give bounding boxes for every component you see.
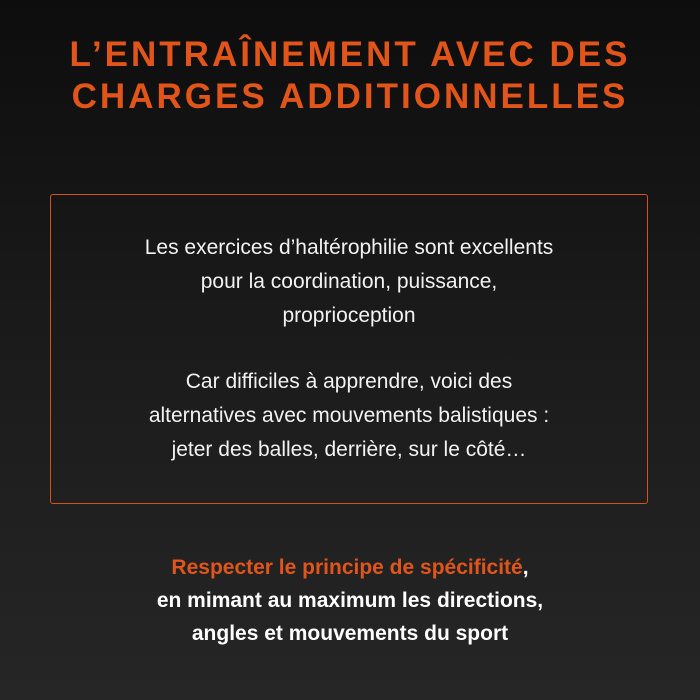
box-paragraph-line: Car difficiles à apprendre, voici des xyxy=(185,370,513,393)
conclusion-highlight-suffix: , xyxy=(522,556,529,579)
conclusion-line-3: angles et mouvements du sport xyxy=(191,622,509,645)
box-paragraph-line: jeter des balles, derrière, sur le côté… xyxy=(171,438,527,461)
conclusion-text xyxy=(0,551,700,650)
info-box xyxy=(50,194,648,504)
box-paragraph-line: proprioception xyxy=(282,304,416,327)
box-paragraph-line: Les exercices d’haltérophilie sont excellents xyxy=(144,236,554,259)
title-line-1: L’ENTRAÎNEMENT AVEC DES xyxy=(69,35,631,74)
conclusion-line-1 xyxy=(0,551,700,584)
box-paragraph-benefits xyxy=(51,231,647,333)
conclusion-line-2: en mimant au maximum les directions, xyxy=(156,589,544,612)
page-title xyxy=(0,34,700,118)
conclusion-highlight: Respecter le principe de spécificité xyxy=(171,556,523,579)
box-paragraph-alternatives xyxy=(51,365,647,467)
box-paragraph-line: pour la coordination, puissance, xyxy=(200,270,498,293)
title-line-2: CHARGES ADDITIONNELLES xyxy=(71,77,629,116)
box-paragraph-line: alternatives avec mouvements balistiques : xyxy=(148,404,550,427)
